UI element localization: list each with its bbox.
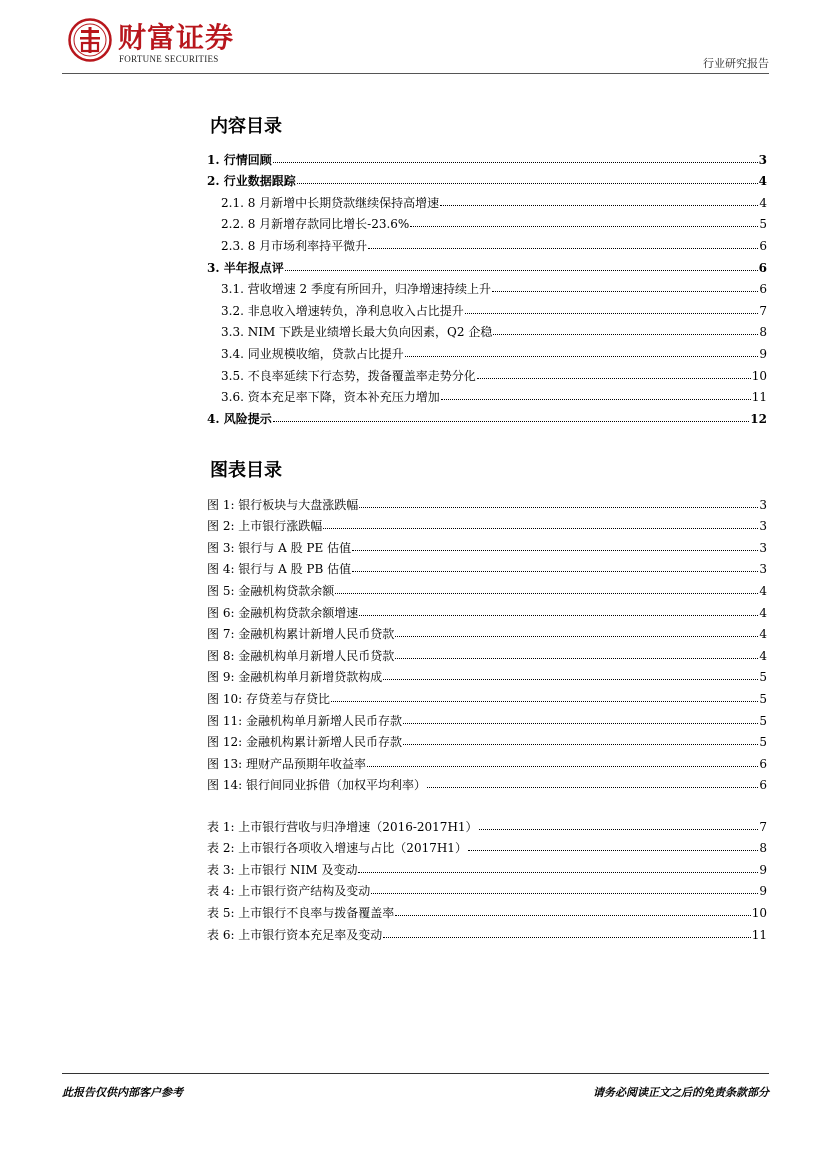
brand-name-en: FORTUNE SECURITIES: [119, 54, 219, 64]
figure-entry[interactable]: 图 14: 银行间同业拆借（加权平均利率） 6: [207, 778, 767, 793]
table-entry[interactable]: 表 2: 上市银行各项收入增速与占比（2017H1） 8: [207, 841, 767, 856]
figure-entry[interactable]: 图 9: 金融机构单月新增贷款构成 5: [207, 670, 767, 685]
toc-entry[interactable]: 1. 行情回顾 3: [207, 152, 767, 167]
toc-entry[interactable]: 2.2. 8 月新增存款同比增长-23.6% 5: [221, 217, 767, 232]
figure-entry[interactable]: 图 11: 金融机构单月新增人民币存款 5: [207, 713, 767, 728]
toc-entry[interactable]: 3.4. 同业规模收缩，贷款占比提升 9: [221, 346, 767, 361]
contents-list: [207, 144, 767, 425]
toc-entry[interactable]: 3.3. NIM 下跌是业绩增长最大负向因素，Q2 企稳 8: [221, 325, 767, 340]
table-entry[interactable]: 表 1: 上市银行营收与归净增速（2016-2017H1） 7: [207, 819, 767, 834]
toc-entry[interactable]: 3.1. 营收增速 2 季度有所回升，归净增速持续上升 6: [221, 282, 767, 297]
figure-entry[interactable]: 图 4: 银行与 A 股 PB 估值 3: [207, 562, 767, 577]
header-divider: [62, 73, 769, 74]
report-type: 行业研究报告: [703, 57, 769, 70]
table-entry[interactable]: 表 4: 上市银行资产结构及变动 9: [207, 884, 767, 899]
figure-entry[interactable]: 图 1: 银行板块与大盘涨跌幅 3: [207, 497, 767, 512]
figure-entry[interactable]: 图 6: 金融机构贷款余额增速 4: [207, 605, 767, 620]
toc-entry[interactable]: 2. 行业数据跟踪 4: [207, 174, 767, 189]
tables-list: [207, 811, 767, 941]
toc-entry[interactable]: 3. 半年报点评 6: [207, 260, 767, 275]
footer-divider: [62, 1073, 769, 1074]
toc-entry[interactable]: 3.5. 不良率延续下行态势，拨备覆盖率走势分化 10: [221, 368, 767, 383]
toc-entry[interactable]: 3.2. 非息收入增速转负，净利息收入占比提升 7: [221, 303, 767, 318]
footer-note: 此报告仅供内部客户参考: [62, 1086, 183, 1099]
brand-name-cn: 财富证券: [118, 21, 235, 54]
table-entry[interactable]: 表 5: 上市银行不良率与拨备覆盖率 10: [207, 905, 767, 920]
figure-entry[interactable]: 图 10: 存贷差与存贷比 5: [207, 691, 767, 706]
toc-entry[interactable]: 3.6. 资本充足率下降，资本补充压力增加 11: [221, 390, 767, 405]
table-entry[interactable]: 表 3: 上市银行 NIM 及变动 9: [207, 862, 767, 877]
figure-entry[interactable]: 图 2: 上市银行涨跌幅 3: [207, 519, 767, 534]
contents-title: 内容目录: [210, 116, 282, 137]
figure-entry[interactable]: 图 5: 金融机构贷款余额 4: [207, 583, 767, 598]
figure-entry[interactable]: 图 7: 金融机构累计新增人民币贷款 4: [207, 627, 767, 642]
fortune-logo-icon: [68, 18, 112, 62]
toc-entry[interactable]: 2.3. 8 月市场利率持平微升 6: [221, 238, 767, 253]
toc-entry[interactable]: 4. 风险提示 12: [207, 411, 767, 426]
page-header: [0, 0, 827, 75]
figures-title: 图表目录: [210, 460, 282, 481]
toc-entry[interactable]: 2.1. 8 月新增中长期贷款继续保持高增速 4: [221, 195, 767, 210]
figures-list: [207, 489, 767, 791]
table-entry[interactable]: 表 6: 上市银行资本充足率及变动 11: [207, 927, 767, 942]
figure-entry[interactable]: 图 3: 银行与 A 股 PE 估值 3: [207, 540, 767, 555]
figure-entry[interactable]: 图 8: 金融机构单月新增人民币贷款 4: [207, 648, 767, 663]
footer-disclaimer: 请务必阅读正文之后的免责条款部分: [593, 1086, 769, 1099]
figure-entry[interactable]: 图 12: 金融机构累计新增人民币存款 5: [207, 735, 767, 750]
figure-entry[interactable]: 图 13: 理财产品预期年收益率 6: [207, 756, 767, 771]
